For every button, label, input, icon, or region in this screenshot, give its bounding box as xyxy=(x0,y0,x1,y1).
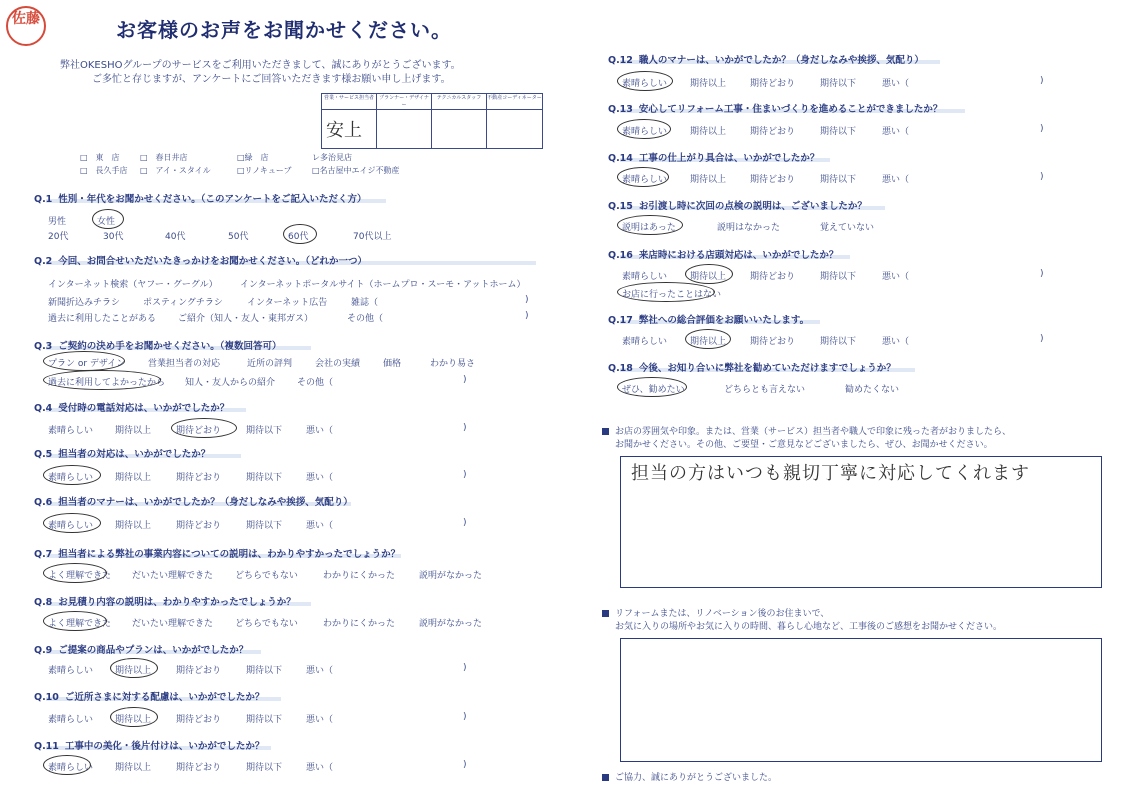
answer-option[interactable]: 素晴らしい xyxy=(48,521,94,531)
question-text: 安心してリフォーム工事・住まいづくりを進めることができましたか？ xyxy=(638,104,943,115)
question-number: Q.10 xyxy=(34,692,59,703)
answer-option[interactable]: 勧めたくない xyxy=(845,385,900,395)
answer-option[interactable]: どちらとも言えない xyxy=(724,385,806,395)
answer-option[interactable]: 期待以下 xyxy=(246,521,283,531)
answer-selected-circle xyxy=(43,465,101,485)
comment2-heading xyxy=(602,608,1002,634)
question-number: Q.4 xyxy=(34,403,53,414)
question-q8 xyxy=(34,594,296,608)
question-q13 xyxy=(608,101,942,115)
answer-option[interactable]: ) xyxy=(1040,76,1044,86)
answer-option[interactable]: 男性 xyxy=(48,217,67,227)
answer-option[interactable]: 期待以下 xyxy=(820,272,857,282)
staff-header: 不動産コーディネーター xyxy=(487,94,542,110)
answer-option[interactable]: 説明はなかった xyxy=(717,223,781,233)
page-title: お客様のお声をお聞かせください。 xyxy=(116,18,452,42)
answer-option[interactable]: ) xyxy=(1040,269,1044,279)
question-text: ご契約の決め手をお聞かせください。（複数回答可） xyxy=(58,341,282,352)
question-q3 xyxy=(34,338,282,352)
question-number: Q.18 xyxy=(608,363,633,374)
answer-selected-circle xyxy=(283,224,317,244)
question-text: 職人のマナーは、いかがでしたか？（身だしなみや挨拶、気配り） xyxy=(638,55,924,66)
answer-option[interactable]: 期待以下 xyxy=(820,175,857,185)
answer-option[interactable]: 悪い（ xyxy=(882,175,910,185)
store-option[interactable]: □名古屋中エイジ不動産 xyxy=(312,166,400,175)
answer-selected-circle xyxy=(617,119,671,139)
answer-option[interactable]: ) xyxy=(1040,124,1044,134)
answer-option[interactable]: 悪い（ xyxy=(882,79,910,89)
answer-option[interactable]: 期待以上 xyxy=(115,715,152,725)
question-text: 工事の仕上がり具合は、いかがでしたか？ xyxy=(638,153,820,164)
answer-option[interactable]: 素晴らしい xyxy=(48,763,94,773)
answer-option[interactable]: 60代 xyxy=(288,232,309,242)
answer-option[interactable]: 新聞折込みチラシ xyxy=(48,298,121,308)
answer-selected-circle xyxy=(617,215,683,235)
thanks-line xyxy=(602,772,777,785)
question-text: お見積り内容の説明は、わかりやすかったでしょうか？ xyxy=(58,597,296,608)
answer-selected-circle xyxy=(110,658,158,678)
answer-option[interactable]: 期待以下 xyxy=(246,763,283,773)
answer-option[interactable]: 雑誌（ xyxy=(351,298,379,308)
store-option[interactable]: □リノキューブ xyxy=(237,166,292,175)
question-number: Q.14 xyxy=(608,153,633,164)
answer-option[interactable]: その他（ xyxy=(347,314,384,324)
question-text: ご提案の商品やプランは、いかがでしたか？ xyxy=(58,645,249,656)
answer-option[interactable]: 会社の実績 xyxy=(315,359,361,369)
answer-option[interactable]: 素晴らしい xyxy=(48,473,94,483)
question-text: 弊社への総合評価をお願いいたします。 xyxy=(638,315,810,326)
answer-option[interactable]: 20代 xyxy=(48,232,69,242)
store-option[interactable]: □緑 店 xyxy=(237,153,269,162)
staff-realestate-name xyxy=(487,110,542,148)
answer-option[interactable]: 期待以上 xyxy=(690,79,727,89)
section-square-icon xyxy=(602,774,609,781)
answer-option[interactable]: ) xyxy=(1040,172,1044,182)
answer-option[interactable]: わかり易さ xyxy=(430,359,476,369)
answer-option[interactable]: 素晴らしい xyxy=(622,272,668,282)
store-option[interactable]: □ アイ・スタイル xyxy=(140,166,211,175)
answer-option[interactable]: 期待どおり xyxy=(176,666,222,676)
intro-line-2: ご多忙と存じますが、アンケートにご回答いただきます様お願い申し上げます。 xyxy=(92,74,451,85)
answer-option[interactable]: ) xyxy=(463,423,467,433)
answer-option[interactable]: 近所の評判 xyxy=(247,359,293,369)
question-number: Q.15 xyxy=(608,201,633,212)
question-q12 xyxy=(608,52,924,66)
comment2-heading-line-1: リフォームまたは、リノベーション後のお住まいで、 xyxy=(615,609,830,619)
answer-option[interactable]: 価格 xyxy=(383,359,402,369)
answer-option[interactable]: ) xyxy=(1040,334,1044,344)
answer-option[interactable]: インターネット広告 xyxy=(247,298,328,308)
question-number: Q.9 xyxy=(34,645,53,656)
answer-option[interactable]: よく理解できた xyxy=(48,619,112,629)
question-number: Q.11 xyxy=(34,741,59,752)
answer-option[interactable]: わかりにくかった xyxy=(323,619,396,629)
staff-planner-name xyxy=(377,110,432,148)
answer-option[interactable]: 悪い（ xyxy=(306,473,334,483)
answer-option[interactable]: 期待どおり xyxy=(750,175,796,185)
answer-selected-circle xyxy=(617,71,673,91)
staff-header: 営業・サービス担当者 xyxy=(322,94,377,110)
answer-option[interactable]: 覚えていない xyxy=(820,223,875,233)
answer-option[interactable]: 期待以下 xyxy=(246,473,283,483)
question-q15 xyxy=(608,198,867,212)
answer-option[interactable]: ご紹介（知人・友人・東邦ガス） xyxy=(178,314,314,324)
answer-option[interactable]: ) xyxy=(463,760,467,770)
answer-option[interactable]: 期待以上 xyxy=(690,127,727,137)
question-text: 担当者による弊社の事業内容についての説明は、わかりやすかったでしょうか？ xyxy=(58,549,401,560)
answer-option[interactable]: 素晴らしい xyxy=(622,337,668,347)
question-text: ご近所さまに対する配慮は、いかがでしたか？ xyxy=(64,692,265,703)
answer-option[interactable]: 期待どおり xyxy=(176,763,222,773)
thanks-text: ご協力、誠にありがとうございました。 xyxy=(615,773,778,783)
answer-option[interactable]: 素晴らしい xyxy=(622,79,668,89)
answer-option[interactable]: 悪い（ xyxy=(882,272,910,282)
answer-option[interactable]: 悪い（ xyxy=(306,715,334,725)
answer-option[interactable]: 説明がなかった xyxy=(419,571,483,581)
answer-option[interactable]: 素晴らしい xyxy=(622,175,668,185)
section-square-icon xyxy=(602,428,609,435)
answer-option[interactable]: 期待以上 xyxy=(690,272,727,282)
answer-option[interactable]: 悪い（ xyxy=(882,127,910,137)
answer-selected-circle xyxy=(43,611,107,631)
question-text: 今回、お問合せいただいたきっかけをお聞かせください。（どれか一つ） xyxy=(58,256,368,267)
answer-option[interactable]: 期待どおり xyxy=(176,521,222,531)
question-q10 xyxy=(34,689,264,703)
question-text: 受付時の電話対応は、いかがでしたか？ xyxy=(58,403,230,414)
question-q4 xyxy=(34,400,229,414)
question-number: Q.16 xyxy=(608,250,633,261)
answer-option[interactable]: ) xyxy=(463,518,467,528)
answer-option[interactable]: だいたい理解できた xyxy=(132,619,214,629)
question-q7 xyxy=(34,546,400,560)
comment1-heading xyxy=(602,426,1011,452)
answer-option[interactable]: 素晴らしい xyxy=(48,715,94,725)
answer-option[interactable]: 素晴らしい xyxy=(48,426,94,436)
question-number: Q.3 xyxy=(34,341,53,352)
answer-option[interactable]: 説明はあった xyxy=(622,223,676,233)
section-square-icon xyxy=(602,610,609,617)
question-q17 xyxy=(608,312,809,326)
answer-option[interactable]: 70代以上 xyxy=(353,232,392,242)
staff-technical-name xyxy=(432,110,487,148)
question-q16 xyxy=(608,247,838,261)
answer-option[interactable]: インターネット検索（ヤフー・グーグル） xyxy=(48,280,218,290)
comment1-heading-line-1: お店の雰囲気や印象。または、営業（サービス）担当者や職人で印象に残った者がおりましたら、 xyxy=(615,427,1012,437)
answer-option[interactable]: 素晴らしい xyxy=(48,666,94,676)
question-text: 担当者の対応は、いかがでしたか？ xyxy=(58,449,211,460)
intro-line-1: 弊社OKESHOグループのサービスをご利用いただきまして、誠にありがとうございます。 xyxy=(60,60,461,71)
answer-selected-circle xyxy=(685,264,733,284)
answer-selected-circle xyxy=(685,329,731,349)
answer-option[interactable]: 40代 xyxy=(165,232,186,242)
answer-selected-circle xyxy=(617,167,669,187)
answer-option[interactable]: ぜひ、勧めたい xyxy=(622,385,685,395)
answer-option[interactable]: 期待どおり xyxy=(750,272,796,282)
name-seal-stamp: 佐藤 xyxy=(6,6,46,46)
answer-option[interactable]: 期待以下 xyxy=(246,426,283,436)
answer-option[interactable]: ) xyxy=(463,470,467,480)
comment1-box[interactable] xyxy=(620,456,1102,588)
answer-option[interactable]: 期待以上 xyxy=(690,337,727,347)
staff-sales-name: 安上 xyxy=(322,110,377,148)
answer-option[interactable]: 期待以上 xyxy=(115,473,152,483)
question-number: Q.12 xyxy=(608,55,633,66)
answer-option[interactable]: ) xyxy=(463,375,467,385)
question-q14 xyxy=(608,150,819,164)
question-number: Q.7 xyxy=(34,549,53,560)
answer-option[interactable]: プラン or デザイン xyxy=(48,359,126,369)
answer-option[interactable]: お店に行ったことはない xyxy=(622,290,722,300)
answer-option[interactable]: 50代 xyxy=(228,232,249,242)
answer-option[interactable]: どちらでもない xyxy=(235,571,298,581)
answer-selected-circle xyxy=(43,755,94,775)
answer-option[interactable]: 期待どおり xyxy=(176,426,222,436)
answer-selected-circle xyxy=(171,418,237,438)
answer-option[interactable]: 悪い（ xyxy=(882,337,910,347)
answer-option[interactable]: 期待以上 xyxy=(115,666,152,676)
question-q2 xyxy=(34,253,367,267)
answer-option[interactable]: 期待どおり xyxy=(750,337,796,347)
question-text: 今後、お知り合いに弊社を勧めていただけますでしょうか？ xyxy=(638,363,896,374)
answer-option[interactable]: 女性 xyxy=(97,217,116,227)
answer-option[interactable]: ) xyxy=(525,295,529,305)
question-number: Q.6 xyxy=(34,497,53,508)
question-text: 性別・年代をお聞かせください。（このアンケートをご記入いただく方） xyxy=(58,194,367,205)
store-option[interactable]: □ 長久手店 xyxy=(80,166,128,175)
answer-option[interactable]: どちらでもない xyxy=(235,619,298,629)
answer-option[interactable]: 期待以下 xyxy=(820,127,857,137)
answer-option[interactable]: 過去に利用したことがある xyxy=(48,314,157,324)
answer-option[interactable]: よく理解できた xyxy=(48,571,112,581)
answer-option[interactable]: ) xyxy=(525,311,529,321)
answer-option[interactable]: 期待以上 xyxy=(690,175,727,185)
answer-selected-circle xyxy=(92,209,124,229)
answer-selected-circle xyxy=(43,513,101,533)
question-q5 xyxy=(34,446,210,460)
answer-option[interactable]: 説明がなかった xyxy=(419,619,483,629)
comment1-handwritten-text: 担当の方はいつも親切丁寧に対応してくれます xyxy=(631,463,1030,484)
answer-option[interactable]: 期待以下 xyxy=(820,337,857,347)
answer-option[interactable]: ) xyxy=(463,663,467,673)
question-q6 xyxy=(34,494,353,508)
answer-option[interactable]: 期待以上 xyxy=(115,426,152,436)
question-q11 xyxy=(34,738,264,752)
answer-option[interactable]: 期待以上 xyxy=(115,521,152,531)
answer-selected-circle xyxy=(43,370,161,390)
answer-option[interactable]: 悪い（ xyxy=(306,521,334,531)
answer-option[interactable]: わかりにくかった xyxy=(323,571,396,581)
answer-option[interactable]: 素晴らしい xyxy=(622,127,668,137)
question-text: 来店時における店頭対応は、いかがでしたか？ xyxy=(638,250,839,261)
answer-selected-circle xyxy=(110,707,158,727)
question-number: Q.2 xyxy=(34,256,53,267)
staff-header: テクニカルスタッフ xyxy=(432,94,487,110)
question-number: Q.1 xyxy=(34,194,53,205)
answer-option[interactable]: 悪い（ xyxy=(306,666,334,676)
answer-option[interactable]: だいたい理解できた xyxy=(132,571,214,581)
question-q18 xyxy=(608,360,896,374)
answer-option[interactable]: ポスティングチラシ xyxy=(143,298,223,308)
question-text: 担当者のマナーは、いかがでしたか？（身だしなみや挨拶、気配り） xyxy=(58,497,353,508)
store-option[interactable]: □ 春日井店 xyxy=(140,153,188,162)
answer-option[interactable]: インターネットポータルサイト（ホームプロ・スーモ・アットホーム） xyxy=(240,280,526,290)
question-text: お引渡し時に次回の点検の説明は、ございましたか？ xyxy=(638,201,867,212)
answer-option[interactable]: 期待以上 xyxy=(115,763,152,773)
answer-option[interactable]: 期待以下 xyxy=(820,79,857,89)
question-text: 工事中の美化・後片付けは、いかがでしたか？ xyxy=(64,741,265,752)
comment2-heading-line-2: お気に入りの場所やお気に入りの時間、暮らし心地など、工事後のご感想をお聞かせください。 xyxy=(615,622,1003,632)
answer-option[interactable]: 営業担当者の対応 xyxy=(148,359,221,369)
answer-option[interactable]: 期待どおり xyxy=(176,473,222,483)
answer-option[interactable]: 期待どおり xyxy=(750,79,796,89)
staff-table xyxy=(321,93,543,149)
question-q9 xyxy=(34,642,248,656)
question-number: Q.5 xyxy=(34,449,53,460)
staff-header: プランナー・デザイナー xyxy=(377,94,432,110)
answer-option[interactable]: その他（ xyxy=(297,378,334,388)
question-number: Q.8 xyxy=(34,597,53,608)
answer-option[interactable]: 期待以下 xyxy=(246,715,283,725)
store-option[interactable]: □ 東 店 xyxy=(80,153,120,162)
store-option[interactable]: レ多治見店 xyxy=(312,153,352,162)
answer-selected-circle xyxy=(43,351,125,371)
answer-option[interactable]: 悪い（ xyxy=(306,426,334,436)
answer-selected-circle xyxy=(617,377,687,397)
question-number: Q.17 xyxy=(608,315,633,326)
answer-option[interactable]: 期待以下 xyxy=(246,666,283,676)
answer-selected-circle xyxy=(43,563,107,583)
answer-option[interactable]: 期待どおり xyxy=(750,127,796,137)
answer-option[interactable]: 知人・友人からの紹介 xyxy=(185,378,276,388)
comment2-box[interactable] xyxy=(620,638,1102,762)
answer-selected-circle xyxy=(617,282,715,302)
answer-option[interactable]: ) xyxy=(463,712,467,722)
question-number: Q.13 xyxy=(608,104,633,115)
answer-option[interactable]: 期待どおり xyxy=(176,715,222,725)
question-q1 xyxy=(34,191,366,205)
answer-option[interactable]: 悪い（ xyxy=(306,763,334,773)
answer-option[interactable]: 30代 xyxy=(103,232,124,242)
comment1-heading-line-2: お聞かせください。その他、ご要望・ご意見などございましたら、ぜひ、お聞かせください。 xyxy=(615,440,993,450)
answer-option[interactable]: 過去に利用してよかったから xyxy=(48,378,166,388)
